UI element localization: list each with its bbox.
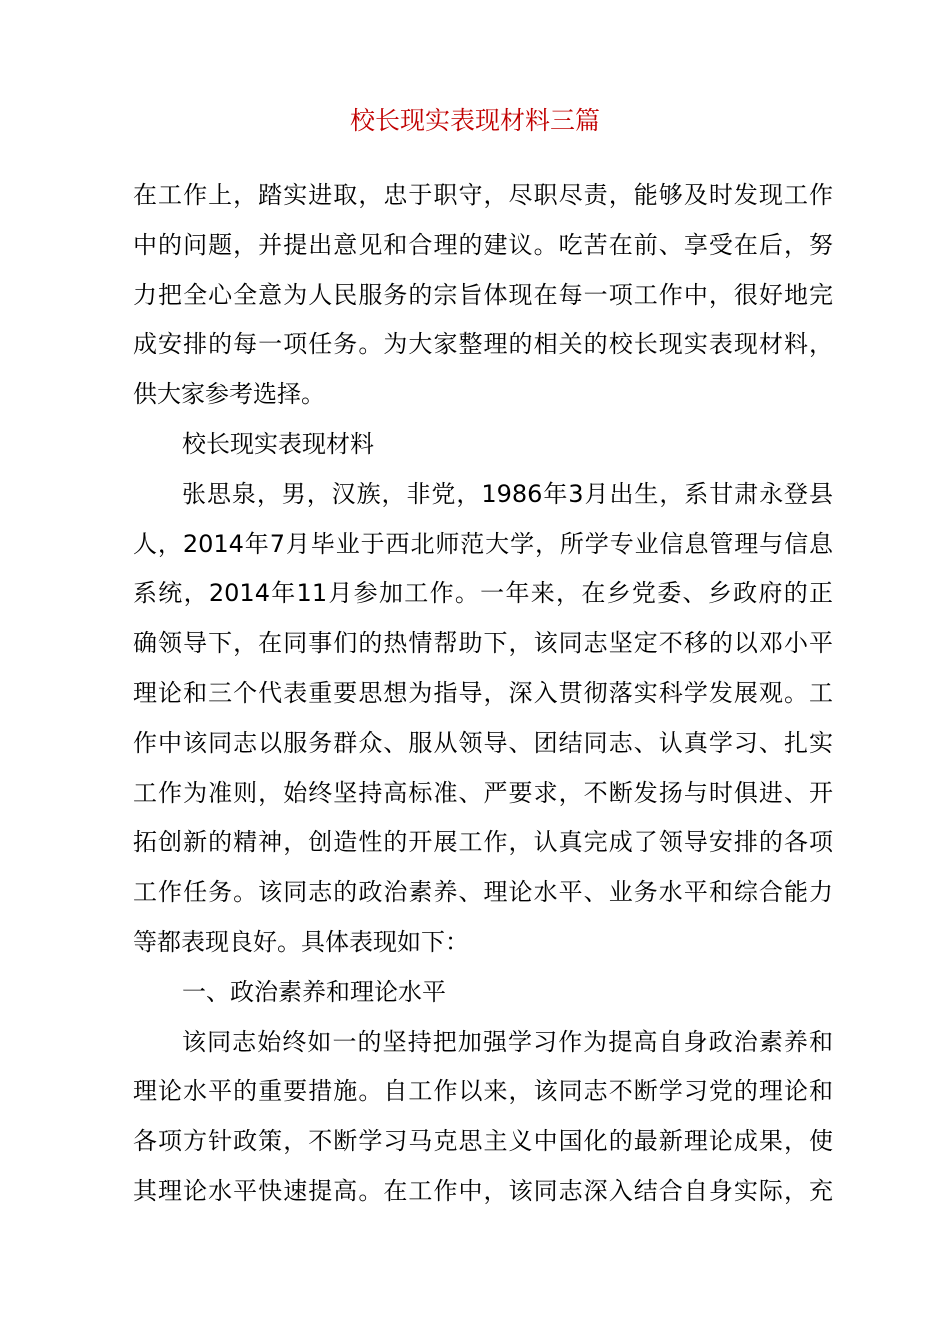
text-line: 该同志始终如一的坚持把加强学习作为提高自身政治素养和 [182,1027,833,1056]
text-line: 中的问题，并提出意见和合理的建议。吃苦在前、享受在后，努 [133,230,833,259]
text-line: 拓创新的精神，创造性的开展工作，认真完成了领导安排的各项 [133,828,833,857]
text-line: 张思泉，男，汉族，非党，1986年3月出生，系甘肃永登县 [182,479,833,508]
text-line: 理论水平的重要措施。自工作以来，该同志不断学习党的理论和 [133,1077,833,1106]
subtitle-heading: 校长现实表现材料 [182,429,374,458]
text-line: 人，2014年7月毕业于西北师范大学，所学专业信息管理与信息 [133,529,833,558]
text-line: 其理论水平快速提高。在工作中，该同志深入结合自身实际，充 [133,1176,833,1205]
text-line: 确领导下，在同事们的热情帮助下，该同志坚定不移的以邓小平 [133,629,833,658]
text-line: 等都表现良好。具体表现如下： [133,927,469,956]
text-line: 成安排的每一项任务。为大家整理的相关的校长现实表现材料， [133,330,833,359]
text-line: 在工作上，踏实进取，忠于职守，尽职尽责，能够及时发现工作 [133,181,833,209]
text-line: 作中该同志以服务群众、服从领导、团结同志、认真学习、扎实 [133,728,833,757]
document-body [133,171,833,1217]
section-heading-political: 一、政治素养和理论水平 [182,977,446,1006]
text-line: 工作任务。该同志的政治素养、理论水平、业务水平和综合能力 [133,878,833,907]
text-line: 供大家参考选择。 [133,380,325,409]
intro-paragraph [133,171,833,420]
text-line: 工作为准则，始终坚持高标准、严要求，不断发扬与时俱进、开 [133,778,833,807]
text-line: 力把全心全意为人民服务的宗旨体现在每一项工作中，很好地完 [133,280,833,309]
section1-paragraph [133,1018,833,1217]
document-title: 校长现实表现材料三篇 [349,106,600,135]
profile-paragraph [133,470,833,968]
text-line: 理论和三个代表重要思想为指导，深入贯彻落实科学发展观。工 [133,678,833,707]
text-line: 各项方针政策，不断学习马克思主义中国化的最新理论成果，使 [133,1127,833,1156]
text-line: 系统，2014年11月参加工作。一年来，在乡党委、乡政府的正 [133,579,833,608]
